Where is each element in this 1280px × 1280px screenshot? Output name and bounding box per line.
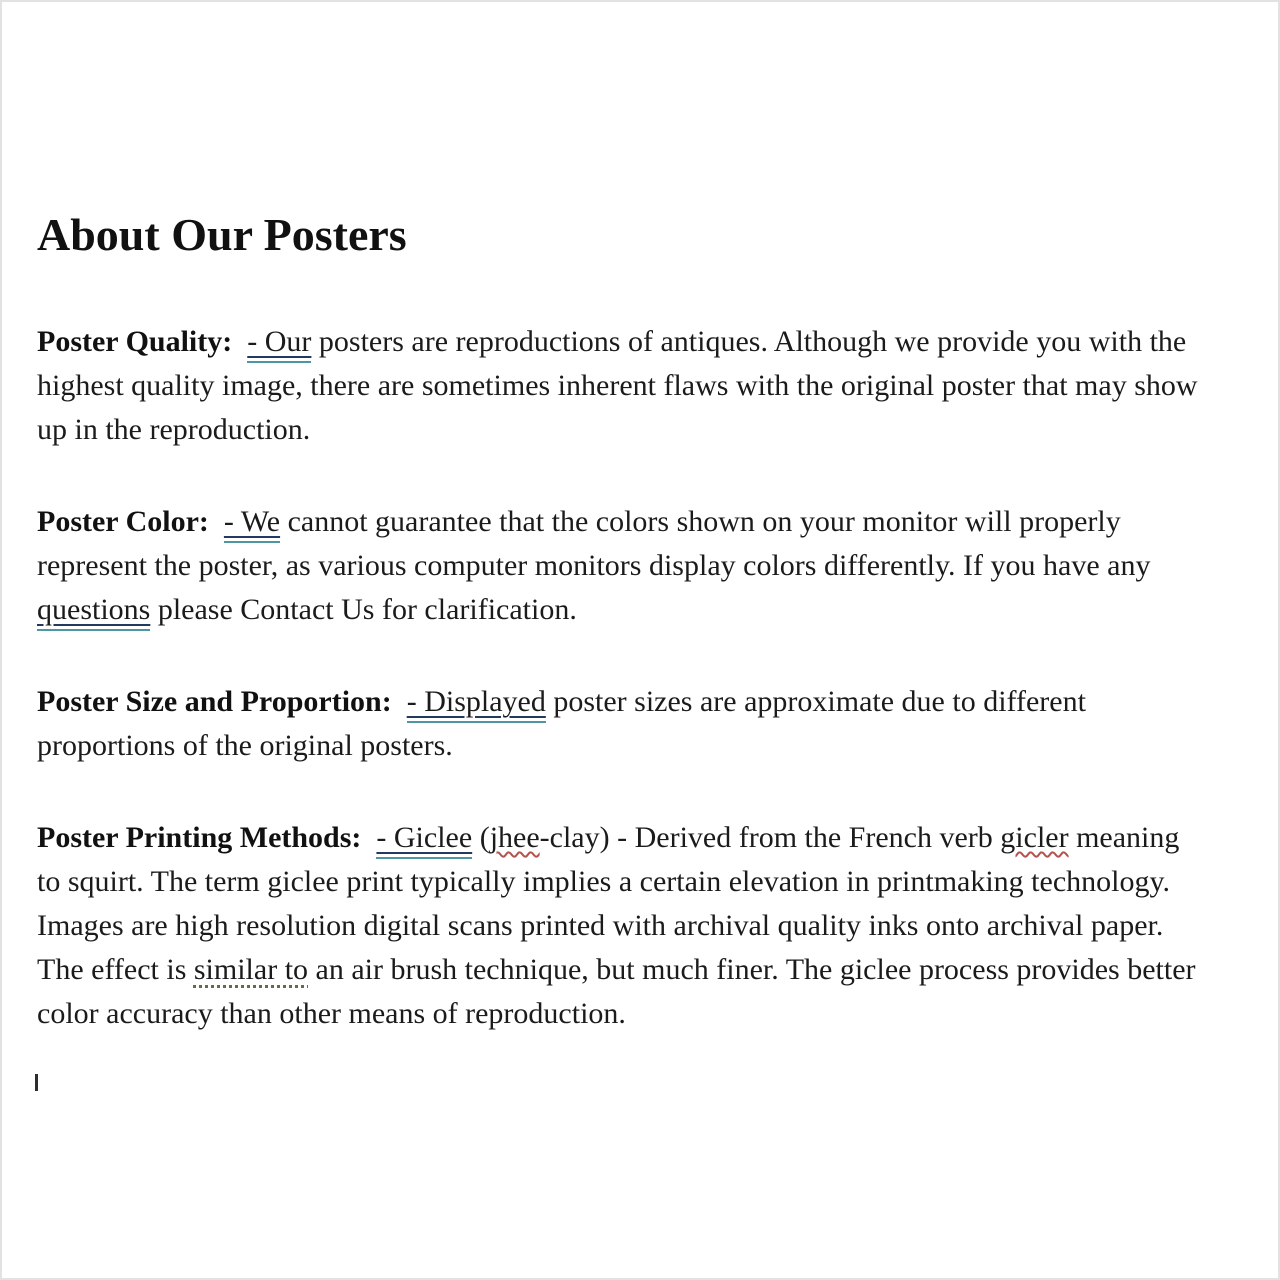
paragraph <box>37 500 1208 632</box>
paragraph-label: Poster Printing Methods: <box>37 821 362 855</box>
paragraph <box>37 320 1208 452</box>
paragraph-label: Poster Quality: <box>37 325 233 359</box>
text-segment <box>209 505 224 538</box>
text-segment: an air brush technique, but much finer. The giclee process provides better color accuracy than other means of reproduction. <box>37 953 1196 1031</box>
double-underlined-text: - Displayed <box>407 685 546 723</box>
paragraph <box>37 680 1208 768</box>
paragraph <box>37 816 1208 1036</box>
spellcheck-flagged-text: gicler <box>1000 821 1069 855</box>
page-title: About Our Posters <box>37 209 407 260</box>
text-segment <box>392 685 407 718</box>
double-underlined-text: - Giclee <box>376 821 472 859</box>
paragraph-label: Poster Color: <box>37 505 209 539</box>
text-segment: -clay) - Derived from the French verb <box>539 821 1001 855</box>
document-content <box>2 207 1278 1036</box>
spellcheck-flagged-text: jhee <box>489 821 540 855</box>
text-segment: please Contact Us for clarification. <box>150 593 577 627</box>
double-underlined-text: questions <box>37 593 150 631</box>
text-segment <box>361 821 376 854</box>
text-segment: cannot guarantee that the colors shown on your monitor will properly represent the poster, as various computer monitors display colors differently. If you have any <box>37 505 1151 583</box>
text-cursor <box>35 1074 38 1091</box>
text-segment <box>232 325 247 358</box>
document-body <box>37 320 1208 1036</box>
double-underlined-text: - Our <box>247 325 311 363</box>
text-segment: ( <box>472 821 490 855</box>
text-segment: poster sizes are approximate due to different proportions of the original posters. <box>37 685 1086 763</box>
paragraph-label: Poster Size and Proportion: <box>37 685 392 719</box>
grammar-flagged-text: similar to <box>193 953 309 987</box>
text-segment: meaning to squirt. The term giclee print typically implies a certain elevation in printmaking technology. Images are high resolution digital scans printed with archival quality inks onto archival paper. The effect is <box>37 821 1180 987</box>
text-segment: posters are reproductions of antiques. Although we provide you with the highest quality image, there are sometimes inherent flaws with the original poster that may show up in the reproduction. <box>37 325 1198 447</box>
double-underlined-text: - We <box>224 505 280 543</box>
